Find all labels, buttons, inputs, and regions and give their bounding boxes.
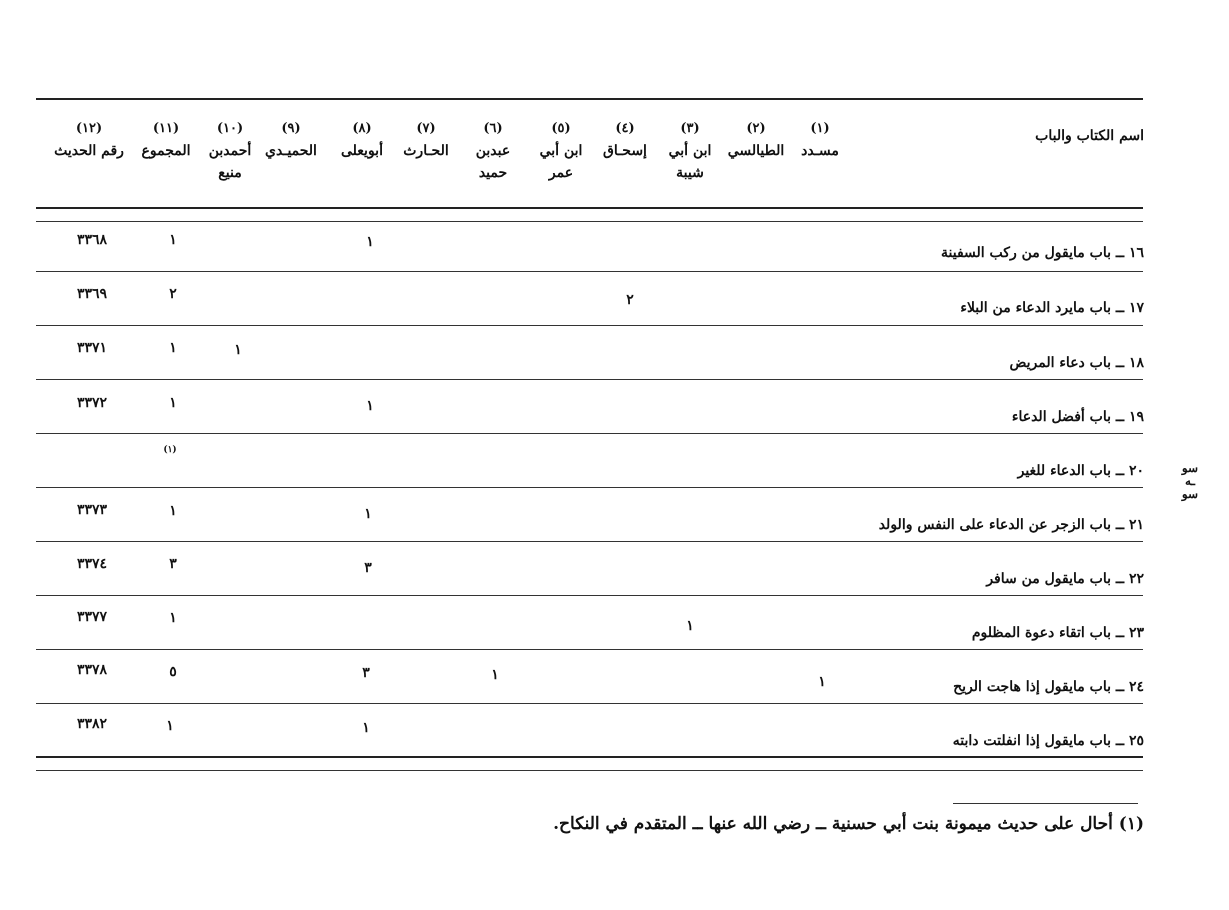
footnote-rule: [953, 803, 1138, 804]
table-bottom-rule: [36, 756, 1143, 758]
header-col-number: (١): [810, 121, 830, 136]
row-separator: [36, 271, 1143, 272]
cell-total-footnote-ref: (١): [163, 445, 177, 455]
table-row-title: ١٧ ــ باب مايرد الدعاء من البلاء: [960, 300, 1144, 316]
header-col-9: [258, 118, 324, 162]
row-separator: [36, 433, 1143, 434]
header-col-1: [790, 118, 850, 162]
header-col-number: (٨): [352, 121, 372, 136]
cell-total: ٢: [169, 286, 177, 302]
cell-total: ١: [169, 503, 177, 519]
header-col-7: [396, 118, 456, 162]
table-row-title: ٢٤ ــ باب مايقول إذا هاجت الريح: [953, 679, 1144, 695]
row-separator: [36, 221, 1143, 222]
row-separator: [36, 487, 1143, 488]
cell-abd-humaid: ١: [491, 667, 499, 683]
table-row-title: ١٦ ــ باب مايقول من ركب السفينة: [941, 245, 1144, 261]
cell-abu-yala: ١: [364, 506, 372, 522]
cell-abu-yala: ٣: [364, 560, 372, 576]
header-col-number: (١٢): [75, 121, 103, 136]
header-col-name: أحمدبن منيع: [208, 143, 252, 181]
table-row-title: ٢١ ــ باب الزجر عن الدعاء على النفس والولد: [878, 517, 1144, 533]
row-separator: [36, 595, 1143, 596]
cell-abu-yala: ١: [366, 234, 374, 250]
header-col-name: مسـدد: [801, 143, 839, 159]
cell-abu-yala: ١: [362, 720, 370, 736]
header-col-number: (٥): [551, 121, 571, 136]
cell-total: ١: [169, 610, 177, 626]
table-row-title: ١٨ ــ باب دعاء المريض: [1009, 355, 1144, 371]
header-col-number: (١٠): [216, 121, 244, 136]
header-col-5: [534, 118, 588, 184]
table-top-rule: [36, 98, 1143, 100]
header-col-name: إسحـاق: [603, 143, 647, 159]
header-col-number: (٤): [615, 121, 635, 136]
cell-abu-yala: ١: [366, 398, 374, 414]
cell-ahmad-mani: ١: [234, 342, 242, 358]
cell-hadith-no: ٣٣٧٣: [76, 502, 108, 518]
header-col-number: (٣): [680, 121, 700, 136]
header-col-6: [466, 118, 520, 184]
cell-hadith-no: ٣٣٧٤: [76, 556, 108, 572]
row-separator: [36, 703, 1143, 704]
cell-hadith-no: ٣٣٧٨: [76, 662, 108, 678]
header-col-10: [203, 118, 257, 184]
cell-hadith-no: ٣٣٧٢: [76, 395, 108, 411]
header-col-4: [595, 118, 655, 162]
cell-musaddad: ١: [818, 674, 826, 690]
table-row-title: ٢٠ ــ باب الدعاء للغير: [1017, 463, 1144, 479]
cell-hadith-no: ٣٣٨٢: [76, 716, 108, 732]
table-row-title: ٢٣ ــ باب اتقاء دعوة المظلوم: [971, 625, 1144, 641]
row-separator: [36, 325, 1143, 326]
header-col-name: رقم الحديث: [54, 143, 124, 159]
header-bottom-rule: [36, 207, 1143, 209]
table-row-title: ٢٢ ــ باب مايقول من سافر: [986, 571, 1144, 587]
header-col-12: [46, 118, 132, 162]
header-bab: اسم الكتاب والباب: [1035, 128, 1144, 144]
header-col-number: (١١): [152, 121, 180, 136]
header-col-number: (٢): [746, 121, 766, 136]
row-separator: [36, 649, 1143, 650]
cell-hadith-no: ٣٣٦٨: [76, 232, 108, 248]
header-col-name: الطيالسي: [727, 143, 785, 159]
header-col-11: [134, 118, 198, 162]
cell-total: ١: [166, 718, 174, 734]
header-col-number: (٩): [281, 121, 301, 136]
header-col-8: [330, 118, 394, 162]
header-col-name: ابن أبي عمر: [539, 143, 583, 181]
cell-total: ٥: [169, 664, 177, 680]
header-col-number: (٦): [483, 121, 503, 136]
header-col-name: ابن أبي شيبة: [668, 143, 712, 181]
cell-abu-yala: ٣: [362, 665, 370, 681]
header-col-number: (٧): [416, 121, 436, 136]
header-col-name: عبدبن حميد: [475, 143, 511, 181]
footnote: (١) أحال على حديث ميمونة بنت أبي حسنية ــ رضي الله عنها ــ المتقدم في النكاح.: [553, 814, 1144, 834]
table-row-title: ٢٥ ــ باب مايقول إذا انفلتت دابته: [952, 733, 1144, 749]
header-col-name: أبويعلى: [341, 143, 383, 159]
header-col-name: الحميـدي: [265, 143, 317, 159]
margin-mark: سو ـه سو: [1181, 461, 1199, 501]
cell-hadith-no: ٣٣٦٩: [76, 286, 108, 302]
cell-ibn-abi-shayba: ١: [686, 618, 694, 634]
header-col-2: [726, 118, 786, 162]
cell-total: ١: [169, 395, 177, 411]
cell-total: ٣: [169, 556, 177, 572]
cell-hadith-no: ٣٣٧١: [76, 340, 108, 356]
header-col-3: [662, 118, 718, 184]
cell-hadith-no: ٣٣٧٧: [76, 609, 108, 625]
table-row-title: ١٩ ــ باب أفضل الدعاء: [1011, 409, 1144, 425]
cell-total: ١: [169, 340, 177, 356]
row-separator: [36, 379, 1143, 380]
header-col-name: المجموع: [141, 143, 191, 159]
cell-ishaq: ٢: [626, 292, 634, 308]
row-separator: [36, 541, 1143, 542]
table-end-rule: [36, 770, 1143, 771]
header-col-name: الحـارث: [403, 143, 449, 159]
cell-total: ١: [169, 232, 177, 248]
